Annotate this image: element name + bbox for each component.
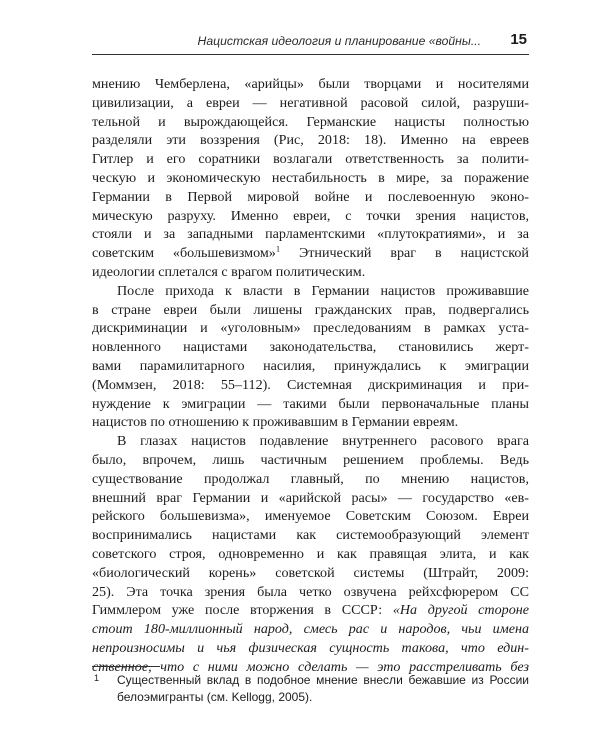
text-line: «биологический корень» советской системы (Штрайт, 2009: xyxy=(92,564,529,581)
footnote xyxy=(92,672,529,706)
text-line xyxy=(92,601,529,620)
quote-segment: — это расстреливать без xyxy=(347,658,529,675)
text-line xyxy=(92,244,529,263)
text-line: воспринимались нацистами как системообразующий элемент xyxy=(92,527,529,544)
paragraph-1 xyxy=(92,75,529,282)
body-text xyxy=(92,75,529,677)
text-line: нацистов по отношению к проживавшим в Германии евреям. xyxy=(92,414,459,431)
footnote-line: белоэмигранты (см. Kellogg, 2005). xyxy=(117,690,313,704)
text-line: Германии в Первой мировой войне и послевоенную эконо- xyxy=(92,188,529,205)
text-line: цивилизации, а евреи — негативной расовой силой, разруши- xyxy=(92,94,529,111)
footnote-text: Существенный вклад в подобное мнение внесли бежавшие из России xyxy=(117,673,529,687)
running-title: Нацистская идеология и планирование «войны... xyxy=(197,34,481,48)
paragraph-3 xyxy=(92,432,529,676)
quote-segment: непроизносимы и чья физическая сущность такова, что един- xyxy=(92,639,529,656)
text-segment: Гиммлером уже после вторжения в СССР: xyxy=(92,602,393,619)
text-line: дискриминации и «уголовным» преследованиям в рамках уста- xyxy=(92,320,529,337)
text-line xyxy=(92,620,529,639)
text-line xyxy=(92,639,529,658)
text-line: ческую и экономическую нестабильность в мире, за поражение xyxy=(92,169,529,186)
text-line: было, впрочем, лишь частичным решением проблемы. Ведь xyxy=(92,451,529,468)
text-line: внешний враг Германии и «арийской расы» — государство «ев- xyxy=(92,489,529,506)
text-line: вами парамилитарного насилия, принуждались к эмиграции xyxy=(92,357,529,374)
text-line: идеологии сплетался с врагом политическим. xyxy=(92,263,366,280)
paragraph-2 xyxy=(92,282,529,432)
footnote-divider xyxy=(92,666,160,667)
text-line: существование продолжал главный, по мнению нацистов, xyxy=(92,470,529,487)
footnote-line xyxy=(92,672,529,689)
quote-segment: стоит 180-миллионный народ, смесь рас и народов, чьи имена xyxy=(92,621,529,638)
text-line: 25). Эта точка зрения была четко озвучена рейхсфюрером СС xyxy=(92,583,529,600)
text-line: рейского большевизма», именуемое Советским Союзом. Евреи xyxy=(92,508,529,525)
footnote-reference[interactable]: 1 xyxy=(275,243,281,254)
text-line: разделяли эти воззрения (Рис, 2018: 18). Именно на евреев xyxy=(92,132,529,149)
text-segment: советским «большевизмом» xyxy=(92,245,276,262)
footnote-marker: 1 xyxy=(94,673,100,683)
text-line: тельной и вырождающейся. Германские нацисты полностью xyxy=(92,113,529,130)
page-number: 15 xyxy=(510,31,527,48)
text-line: нуждение к эмиграции — такими были первоначальные планы xyxy=(92,395,529,412)
text-line: стояли и за западными парламентскими «плутократиями», и за xyxy=(92,226,529,243)
text-line: После прихода к власти в Германии нацистов проживавшие xyxy=(117,282,529,299)
text-line: советского строя, одновременно и как правящая элита, и как xyxy=(92,545,529,562)
text-line: мическую разруху. Именно евреи, с точки зрения нацистов, xyxy=(92,207,529,224)
text-line: новленного нацистами законодательства, становились жерт- xyxy=(92,339,529,356)
text-line: (Моммзен, 2018: 55–112). Системная дискриминация и при- xyxy=(92,376,529,393)
text-segment: Этнический враг в нацистской xyxy=(280,245,529,262)
running-header xyxy=(92,26,529,55)
quote-segment: «На другой стороне xyxy=(392,602,529,619)
text-line: мнению Чемберлена, «арийцы» были творцами и носителями xyxy=(92,76,529,92)
text-line: в стране евреи были лишены гражданских прав, подвергались xyxy=(92,301,529,318)
text-line: Гитлер и его соратники возлагали ответственность за полити- xyxy=(92,151,529,168)
quote-segment: ственное, что с ними можно сделать xyxy=(92,658,348,675)
text-line: В глазах нацистов подавление внутреннего расового врага xyxy=(117,433,529,450)
